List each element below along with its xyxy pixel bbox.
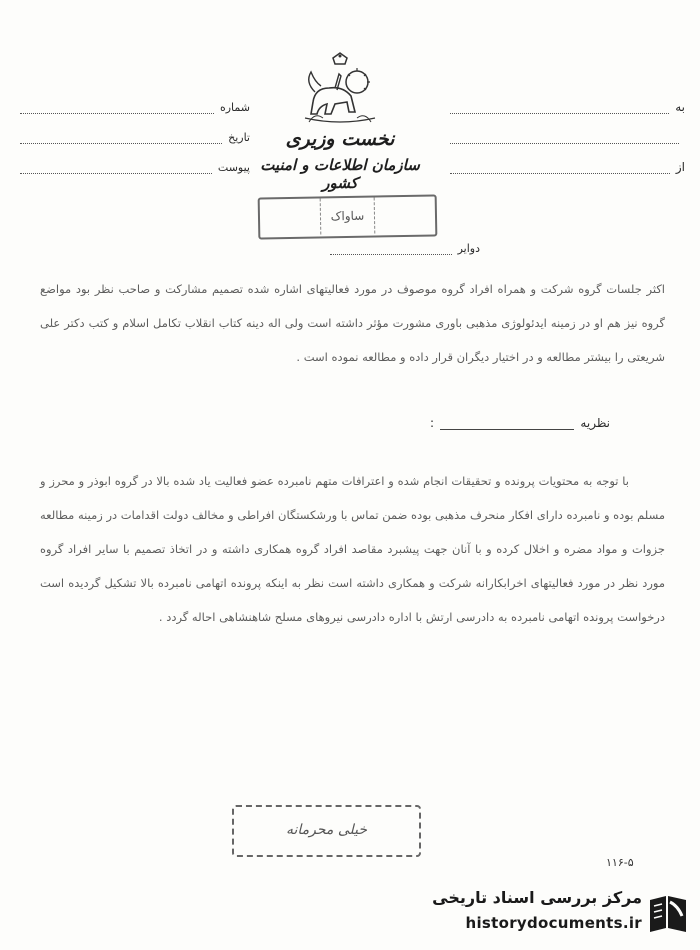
meta-row-to [450,84,685,114]
watermark-persian: مرکز بررسی اسناد تاریخی [432,888,642,907]
departments-field [330,242,480,255]
meta-row-number [20,84,250,114]
top-stamp-text: ساواک [319,198,375,235]
watermark-english: historydocuments.ir [465,914,642,932]
top-stamp [258,194,438,239]
meta-row-blank [450,114,685,144]
meta-label: تاریخ [228,131,250,144]
organization-title: سازمان اطلاعات و امنیت کشور [260,156,420,192]
opinion-colon: : [430,416,435,430]
dotted-line [450,133,679,144]
departments-label: دوایر [457,242,480,255]
ministry-title: نخست وزیری [285,128,395,150]
meta-label: به [675,100,685,114]
meta-label: شماره [219,101,250,114]
meta-row-from [450,144,685,174]
dotted-line [330,246,452,255]
opinion-line [440,420,574,430]
dotted-line [450,103,669,114]
dotted-line [20,133,222,144]
meta-fields-left [20,84,250,174]
meta-fields-right [450,84,685,174]
meta-row-attachment [20,144,250,174]
dotted-line [20,163,212,174]
classification-stamp: خیلی محرمانه [232,805,421,857]
meta-row-date [20,114,250,144]
book-logo-icon [646,892,690,936]
dotted-line [20,103,214,114]
body-paragraph-1: اکثر جلسات گروه شرکت و همراه افراد گروه موصوف در مورد فعالیتهای اشاره شده تصمیم مشارکت و صاحب نظر بود مواضع گروه نیز هم او در زمینه ایدئولوژی مذهبی باوری مشورت مؤثر داشته است ولی اله دینه کتاب انقلاب تکامل اسلام و کتب دکتر علی شریعتی را بیشتر مطالعه و در اختیار دیگران قرار داده و مطالعه نموده است . [40,282,665,364]
watermark-logo [412,888,690,944]
dotted-line [450,163,670,174]
opinion-label: نظریه [580,416,610,430]
meta-label: پیوست [217,161,250,174]
meta-label: از [675,160,685,174]
lion-and-sun-emblem-icon [295,52,385,127]
opinion-heading [430,416,610,430]
letterhead [240,128,440,192]
reference-number: ۱۱۶-۵ [606,856,634,869]
body-paragraph-2: با توجه به محتویات پرونده و تحقیقات انجام شده و اعترافات متهم نامبرده عضو فعالیت یاد شده بالا در گروه ابوذر و محرز و مسلم بوده و نامبرده دارای افکار منحرف مذهبی بوده ضمن تماس با ورشکستگان افراطی و مخالف دولت اقدامات در زمینه مطالعه جزوات و مواد مضره و اخلال کرده و با آنان جهت پیشبرد مقاصد افراد گروه همکاری داشته و در اتخاذ تصمیم با سایر افراد گروه مورد نظر در مورد فعالیتهای اخرابکارانه شرکت و همکاری داشته است نظر به اینکه پرونده اتهامی نامبرده بالا تشکیل گردیده است درخواست پرونده اتهامی نامبرده به دادرسی ارتش با اداره دادرسی نیروهای مسلح شاهنشاهی احاله گردد . [40,474,665,624]
